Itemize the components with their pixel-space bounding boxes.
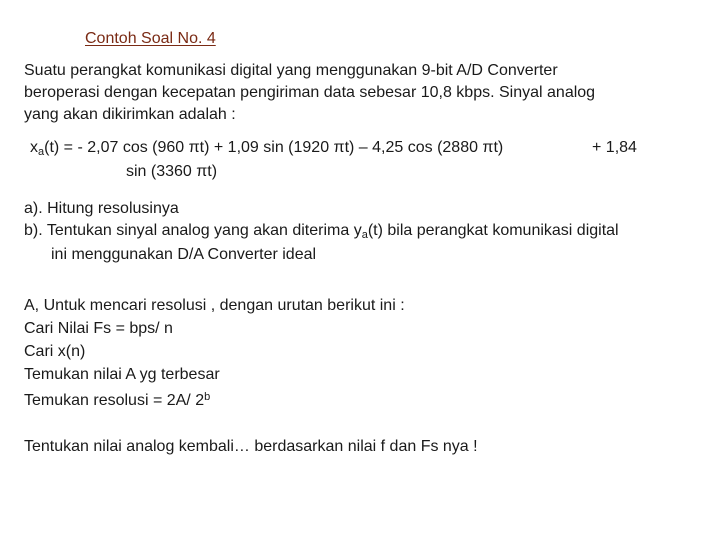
- question-b-subscript: a: [361, 229, 368, 241]
- question-b-prefix: b). Tentukan sinyal analog yang akan diterima y: [24, 222, 362, 239]
- problem-line-2: beroperasi dengan kecepatan pengiriman data sebesar 10,8 kbps. Sinyal analog: [24, 84, 596, 101]
- question-a: a). Hitung resolusinya: [24, 200, 179, 217]
- equation-lhs-var: x: [30, 139, 38, 156]
- step-4: [24, 386, 405, 412]
- steps-intro: A, Untuk mencari resolusi , dengan urutan berikut ini :: [24, 297, 405, 314]
- question-b: [24, 220, 619, 246]
- question-b-suffix: (t) bila perangkat komunikasi digital: [367, 222, 619, 239]
- signal-equation-line-2: sin (3360 πt): [126, 163, 218, 180]
- equation-lhs-subscript: a: [38, 146, 45, 158]
- problem-line-1: Suatu perangkat komunikasi digital yang menggunakan 9-bit A/D Converter: [24, 62, 558, 79]
- equation-constant-term: + 1,84: [592, 139, 637, 156]
- question-b-continuation: ini menggunakan D/A Converter ideal: [51, 246, 317, 263]
- equation-body: (t) = - 2,07 cos (960 πt) + 1,09 sin (1920 πt) – 4,25 cos (2880 πt): [44, 139, 504, 156]
- step-4-exponent: b: [204, 391, 211, 403]
- step-1: Cari Nilai Fs = bps/ n: [24, 320, 173, 337]
- signal-equation-line-1: [30, 139, 503, 158]
- final-instruction: Tentukan nilai analog kembali… berdasarkan nilai f dan Fs nya !: [24, 438, 478, 455]
- step-3: Temukan nilai A yg terbesar: [24, 366, 220, 383]
- step-4-text: Temukan resolusi = 2A/ 2: [24, 392, 205, 409]
- step-2: Cari x(n): [24, 343, 86, 360]
- solution-steps: [24, 294, 405, 412]
- problem-line-3: yang akan dikirimkan adalah :: [24, 106, 236, 123]
- problem-statement: [24, 60, 692, 126]
- slide-title: Contoh Soal No. 4: [85, 30, 216, 47]
